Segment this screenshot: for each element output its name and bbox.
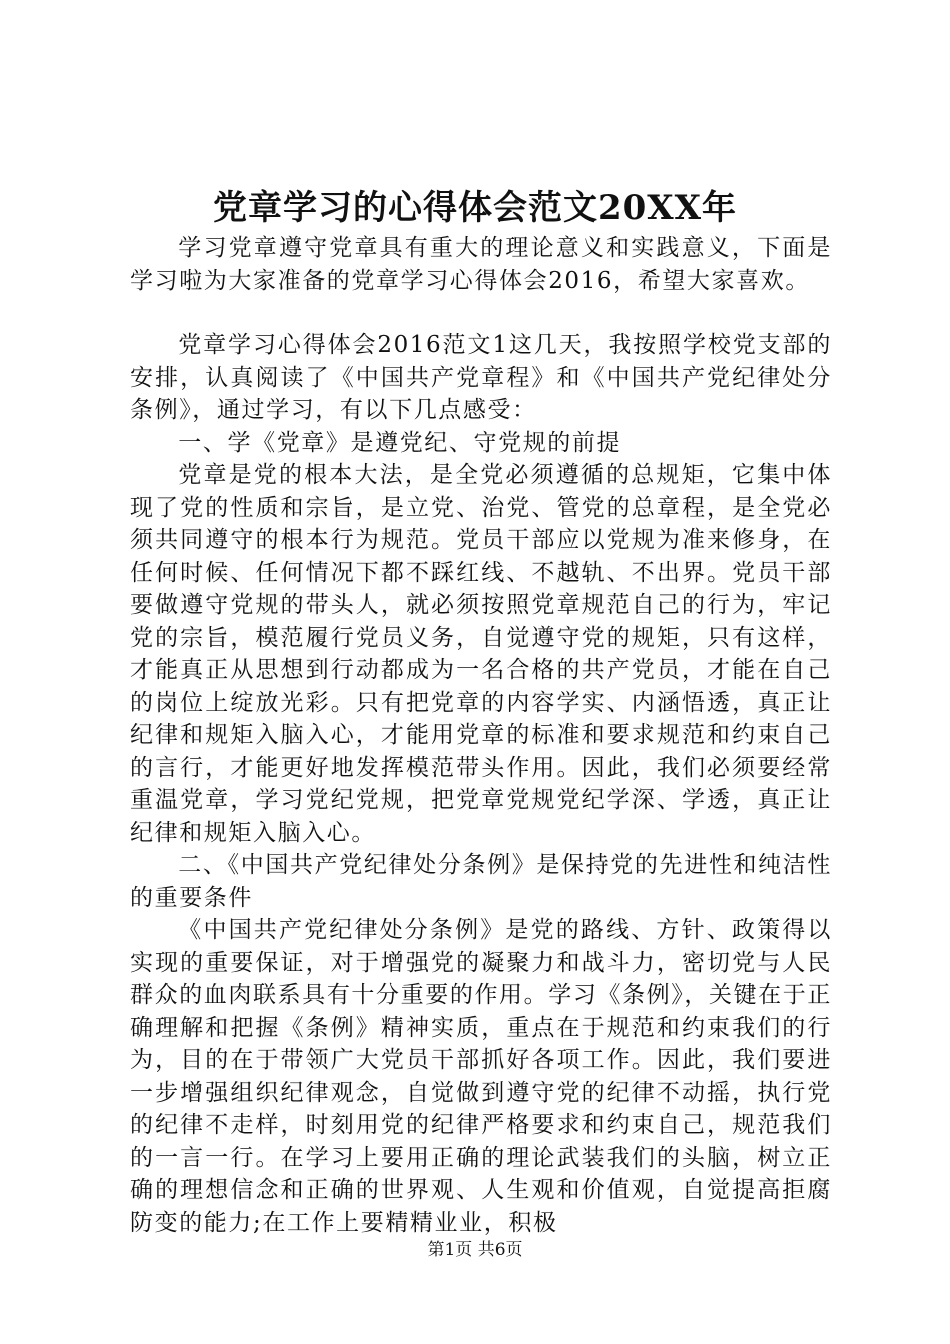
- intro-paragraph: 学习党章遵守党章具有重大的理论意义和实践意义，下面是学习啦为大家准备的党章学习心得体会2016，希望大家喜欢。: [130, 235, 832, 294]
- document-body: [130, 232, 832, 1239]
- section-heading-1: 一、学《党章》是遵党纪、守党规的前提: [178, 429, 622, 456]
- document-title: 党章学习的心得体会范文20XX年: [212, 188, 738, 228]
- section-1-paragraph: 党章是党的根本大法，是全党必须遵循的总规矩，它集中体现了党的性质和宗旨，是立党、治党、管党的总章程，是全党必须共同遵守的根本行为规范。党员干部应以党规为准来修身，在任何时候、任何情况下都不踩红线、不越轨、不出界。党员干部要做遵守党规的带头人，就必须按照党章规范自己的行为，牢记党的宗旨，模范履行党员义务，自觉遵守党的规矩，只有这样，才能真正从思想到行动都成为一名合格的共产党员，才能在自己的岗位上绽放光彩。只有把党章的内容学实、内涵悟透，真正让纪律和规矩入脑入心，才能用党章的标准和要求规范和约束自己的言行，才能更好地发挥模范带头作用。因此，我们必须要经常重温党章，学习党纪党规，把党章党规党纪学深、学透，真正让纪律和规矩入脑入心。: [130, 462, 832, 846]
- section-2-paragraph: 《中国共产党纪律处分条例》是党的路线、方针、政策得以实现的重要保证，对于增强党的凝聚力和战斗力，密切党与人民群众的血肉联系具有十分重要的作用。学习《条例》，关键在于正确理解和把握《条例》精神实质，重点在于规范和约束我们的行为，目的在于带领广大党员干部抓好各项工作。因此，我们要进一步增强组织纪律观念，自觉做到遵守党的纪律不动摇，执行党的纪律不走样，时刻用党的纪律严格要求和约束自己，规范我们的一言一行。在学习上要用正确的理论武装我们的头脑，树立正确的理想信念和正确的世界观、人生观和价值观，自觉提高拒腐防变的能力;在工作上要精精业业，积极: [130, 917, 832, 1236]
- essay-opening-paragraph: 党章学习心得体会2016范文1这几天，我按照学校党支部的安排，认真阅读了《中国共产党章程》和《中国共产党纪律处分条例》，通过学习，有以下几点感受：: [130, 332, 832, 423]
- section-heading-2: 二、《中国共产党纪律处分条例》是保持党的先进性和纯洁性的重要条件: [130, 852, 832, 911]
- page-footer: 第1页 共6页: [427, 1240, 523, 1260]
